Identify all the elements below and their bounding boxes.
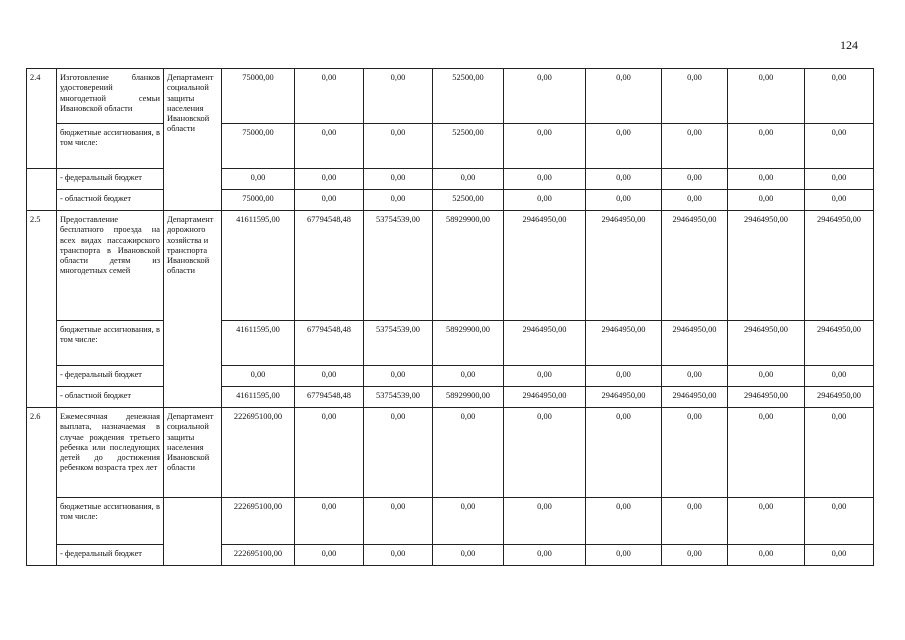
value-cell: 222695100,00 [222, 408, 295, 498]
value-cell: 0,00 [504, 366, 586, 387]
value-cell: 0,00 [662, 498, 728, 545]
section-name: Предоставление бесплатного проезда на всех видах пассажирского транспорта в Ивановской области детям из многодетных семей [57, 211, 164, 321]
table-row [27, 69, 874, 124]
value-cell: 67794548,48 [295, 211, 364, 321]
value-cell: 29464950,00 [504, 211, 586, 321]
value-cell: 52500,00 [433, 124, 504, 169]
department-cell: Департамент дорожного хозяйства и транспорта Ивановской области [164, 211, 222, 408]
value-cell: 0,00 [222, 169, 295, 190]
value-cell: 0,00 [504, 169, 586, 190]
budget-table [26, 68, 874, 566]
budget-allocations-label: бюджетные ассигнования, в том числе: [57, 321, 164, 366]
value-cell: 0,00 [586, 498, 662, 545]
regional-budget-label: - областной бюджет [57, 387, 164, 408]
table-row [27, 366, 874, 387]
department-cell: Департамент социальной защиты населения Ивановской области [164, 408, 222, 498]
value-cell: 75000,00 [222, 69, 295, 124]
value-cell: 0,00 [728, 169, 805, 190]
value-cell: 0,00 [586, 366, 662, 387]
regional-budget-label: - областной бюджет [57, 190, 164, 211]
value-cell: 0,00 [433, 545, 504, 566]
value-cell: 0,00 [504, 498, 586, 545]
value-cell: 0,00 [728, 190, 805, 211]
value-cell: 29464950,00 [805, 387, 874, 408]
page-number: 124 [840, 38, 858, 52]
value-cell: 58929900,00 [433, 211, 504, 321]
value-cell: 41611595,00 [222, 387, 295, 408]
budget-allocations-label: бюджетные ассигнования, в том числе: [57, 124, 164, 169]
value-cell: 75000,00 [222, 124, 295, 169]
value-cell: 0,00 [662, 408, 728, 498]
value-cell: 29464950,00 [504, 387, 586, 408]
value-cell: 0,00 [433, 498, 504, 545]
value-cell: 53754539,00 [364, 321, 433, 366]
value-cell: 0,00 [364, 124, 433, 169]
empty-cell [27, 169, 57, 211]
value-cell: 53754539,00 [364, 387, 433, 408]
value-cell: 41611595,00 [222, 321, 295, 366]
value-cell: 222695100,00 [222, 545, 295, 566]
value-cell: 29464950,00 [662, 321, 728, 366]
value-cell: 0,00 [586, 169, 662, 190]
value-cell: 0,00 [364, 366, 433, 387]
value-cell: 29464950,00 [662, 211, 728, 321]
value-cell: 0,00 [662, 366, 728, 387]
value-cell: 29464950,00 [728, 321, 805, 366]
value-cell: 0,00 [295, 408, 364, 498]
value-cell: 0,00 [586, 545, 662, 566]
value-cell: 0,00 [364, 408, 433, 498]
value-cell: 53754539,00 [364, 211, 433, 321]
section-name: Ежемесячная денежная выплата, назначаемая в случае рождения третьего ребенка или последующих детей до достижения ребенком возраста трех лет [57, 408, 164, 498]
value-cell: 0,00 [364, 169, 433, 190]
value-cell: 58929900,00 [433, 387, 504, 408]
federal-budget-label: - федеральный бюджет [57, 169, 164, 190]
value-cell: 29464950,00 [662, 387, 728, 408]
value-cell: 41611595,00 [222, 211, 295, 321]
value-cell: 29464950,00 [728, 211, 805, 321]
value-cell: 52500,00 [433, 190, 504, 211]
value-cell: 0,00 [364, 69, 433, 124]
value-cell: 0,00 [805, 169, 874, 190]
value-cell: 0,00 [586, 69, 662, 124]
value-cell: 29464950,00 [805, 321, 874, 366]
value-cell: 29464950,00 [805, 211, 874, 321]
value-cell: 0,00 [728, 124, 805, 169]
value-cell: 75000,00 [222, 190, 295, 211]
federal-budget-label: - федеральный бюджет [57, 366, 164, 387]
table-row [27, 408, 874, 498]
department-cell: Департамент социальной защиты населения Ивановской области [164, 69, 222, 211]
value-cell: 0,00 [364, 545, 433, 566]
value-cell: 0,00 [295, 169, 364, 190]
value-cell: 0,00 [805, 545, 874, 566]
value-cell: 0,00 [662, 190, 728, 211]
table-row [27, 169, 874, 190]
value-cell: 0,00 [295, 69, 364, 124]
table-row [27, 190, 874, 211]
table-row [27, 498, 874, 545]
value-cell: 0,00 [586, 190, 662, 211]
value-cell: 0,00 [433, 408, 504, 498]
value-cell: 0,00 [662, 545, 728, 566]
table-row [27, 124, 874, 169]
value-cell: 29464950,00 [504, 321, 586, 366]
value-cell: 29464950,00 [586, 321, 662, 366]
table-row [27, 211, 874, 321]
value-cell: 0,00 [728, 408, 805, 498]
section-index: 2.5 [27, 211, 57, 408]
value-cell: 0,00 [504, 69, 586, 124]
value-cell: 29464950,00 [586, 387, 662, 408]
value-cell: 0,00 [364, 498, 433, 545]
value-cell: 0,00 [805, 124, 874, 169]
value-cell: 0,00 [586, 124, 662, 169]
value-cell: 0,00 [222, 366, 295, 387]
value-cell: 0,00 [728, 498, 805, 545]
section-index: 2.6 [27, 408, 57, 566]
value-cell: 0,00 [662, 169, 728, 190]
value-cell: 0,00 [504, 124, 586, 169]
value-cell: 0,00 [504, 190, 586, 211]
value-cell: 0,00 [805, 366, 874, 387]
value-cell: 29464950,00 [586, 211, 662, 321]
value-cell: 0,00 [295, 190, 364, 211]
section-name: Изготовление бланков удостоверений многодетной семьи Ивановской области [57, 69, 164, 124]
value-cell: 0,00 [295, 366, 364, 387]
value-cell: 0,00 [504, 408, 586, 498]
value-cell: 0,00 [728, 545, 805, 566]
value-cell: 0,00 [805, 408, 874, 498]
value-cell: 29464950,00 [728, 387, 805, 408]
table-row [27, 387, 874, 408]
value-cell: 52500,00 [433, 69, 504, 124]
table-row [27, 321, 874, 366]
value-cell: 0,00 [433, 366, 504, 387]
value-cell: 0,00 [662, 69, 728, 124]
value-cell: 0,00 [295, 124, 364, 169]
value-cell: 0,00 [433, 169, 504, 190]
value-cell: 0,00 [805, 69, 874, 124]
value-cell: 0,00 [504, 545, 586, 566]
value-cell: 0,00 [364, 190, 433, 211]
value-cell: 0,00 [805, 498, 874, 545]
budget-allocations-label: бюджетные ассигнования, в том числе: [57, 498, 164, 545]
value-cell: 67794548,48 [295, 387, 364, 408]
table-row [27, 545, 874, 566]
value-cell: 58929900,00 [433, 321, 504, 366]
federal-budget-label: - федеральный бюджет [57, 545, 164, 566]
value-cell: 0,00 [586, 408, 662, 498]
value-cell: 222695100,00 [222, 498, 295, 545]
value-cell: 0,00 [295, 545, 364, 566]
empty-cell [164, 498, 222, 566]
value-cell: 0,00 [805, 190, 874, 211]
value-cell: 0,00 [662, 124, 728, 169]
value-cell: 0,00 [295, 498, 364, 545]
value-cell: 0,00 [728, 69, 805, 124]
section-index: 2.4 [27, 69, 57, 169]
value-cell: 67794548,48 [295, 321, 364, 366]
value-cell: 0,00 [728, 366, 805, 387]
